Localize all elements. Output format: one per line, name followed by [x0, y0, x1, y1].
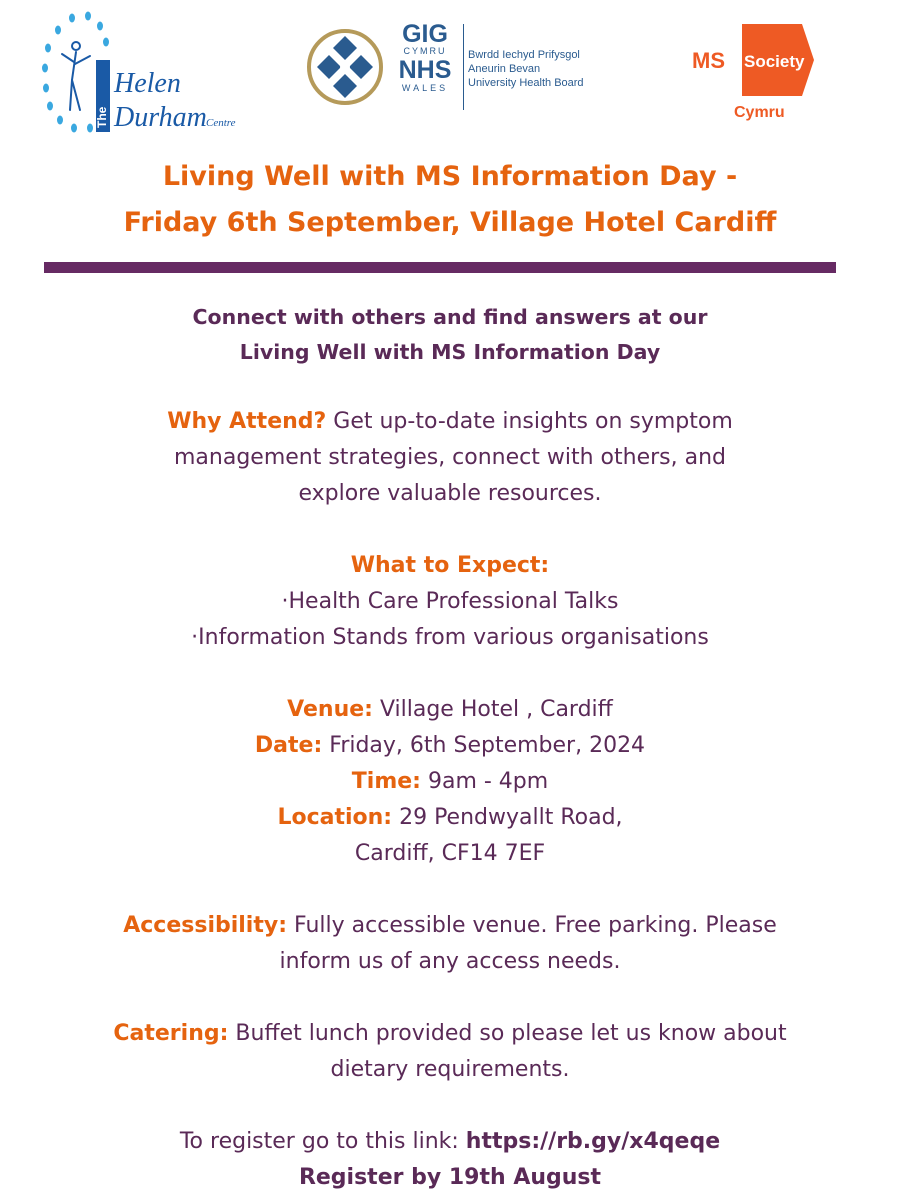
why-attend-section: Why Attend? Get up-to-date insights on symptom management strategies, connect with others, and explore valuable resources.	[167, 409, 733, 506]
catering-section: Catering: Buffet lunch provided so please let us know about dietary requirements.	[113, 1021, 787, 1082]
register-prefix: To register go to this link:	[179, 1129, 466, 1154]
list-item: ·Information Stands from various organisations	[191, 625, 709, 650]
list-item: ·Health Care Professional Talks	[281, 589, 619, 614]
accessibility-label: Accessibility:	[123, 913, 288, 938]
date-value: Friday, 6th September, 2024	[322, 733, 646, 758]
svg-text:Helen: Helen	[114, 68, 181, 99]
location-value-line-2: Cardiff, CF14 7EF	[354, 841, 546, 866]
time-label: Time:	[351, 769, 421, 794]
svg-text:Society: Society	[744, 52, 805, 71]
title-line-2: Friday 6th September, Village Hotel Cardiff	[123, 207, 777, 238]
time-value: 9am - 4pm	[420, 769, 549, 794]
title-line-1: Living Well with MS Information Day -	[162, 161, 738, 192]
ms-cymru-text: Cymru	[734, 104, 785, 121]
svg-text:The: The	[95, 106, 109, 128]
svg-text:Centre: Centre	[206, 117, 236, 129]
register-section	[0, 1124, 900, 1196]
venue-label: Venue:	[287, 697, 373, 722]
accessibility-section: Accessibility: Fully accessible venue. Free parking. Please inform us of any access needs.	[123, 913, 777, 974]
ms-society-cymru-logo	[690, 20, 820, 125]
date-label: Date:	[254, 733, 323, 758]
what-to-expect-label: What to Expect:	[350, 553, 550, 578]
event-details	[0, 300, 900, 1196]
gig-text: GIG	[402, 20, 448, 48]
nhs-divider	[463, 24, 464, 110]
nhs-aneurin-bevan-logo	[305, 18, 601, 116]
venue-value: Village Hotel , Cardiff	[372, 697, 613, 722]
intro-text: Connect with others and find answers at our Living Well with MS Information Day	[192, 305, 708, 364]
wales-text: WALES	[401, 83, 449, 93]
why-attend-label: Why Attend?	[167, 409, 327, 434]
register-link[interactable]: https://rb.gy/x4qeqe	[465, 1129, 721, 1154]
helen-durham-dots-icon	[40, 10, 240, 135]
register-deadline: Register by 19th August	[298, 1165, 602, 1190]
svg-text:Durham: Durham	[114, 102, 207, 133]
location-label: Location:	[277, 805, 393, 830]
what-to-expect-section	[0, 548, 900, 656]
helen-durham-centre-logo	[40, 10, 240, 135]
nhs-text: NHS	[398, 56, 452, 84]
venue-details-section	[0, 692, 900, 872]
ms-society-badge-icon	[690, 20, 820, 100]
location-value: 29 Pendwyallt Road,	[392, 805, 623, 830]
celtic-knot-icon	[305, 18, 385, 116]
catering-label: Catering:	[113, 1021, 229, 1046]
page-title	[0, 154, 900, 246]
cymru-text: CYMRU	[403, 46, 447, 56]
nhs-board-name: Bwrdd Iechyd Prifysgol Aneurin Bevan University Health Board	[468, 49, 584, 89]
svg-text:MS: MS	[692, 48, 725, 73]
divider-bar	[44, 262, 836, 273]
